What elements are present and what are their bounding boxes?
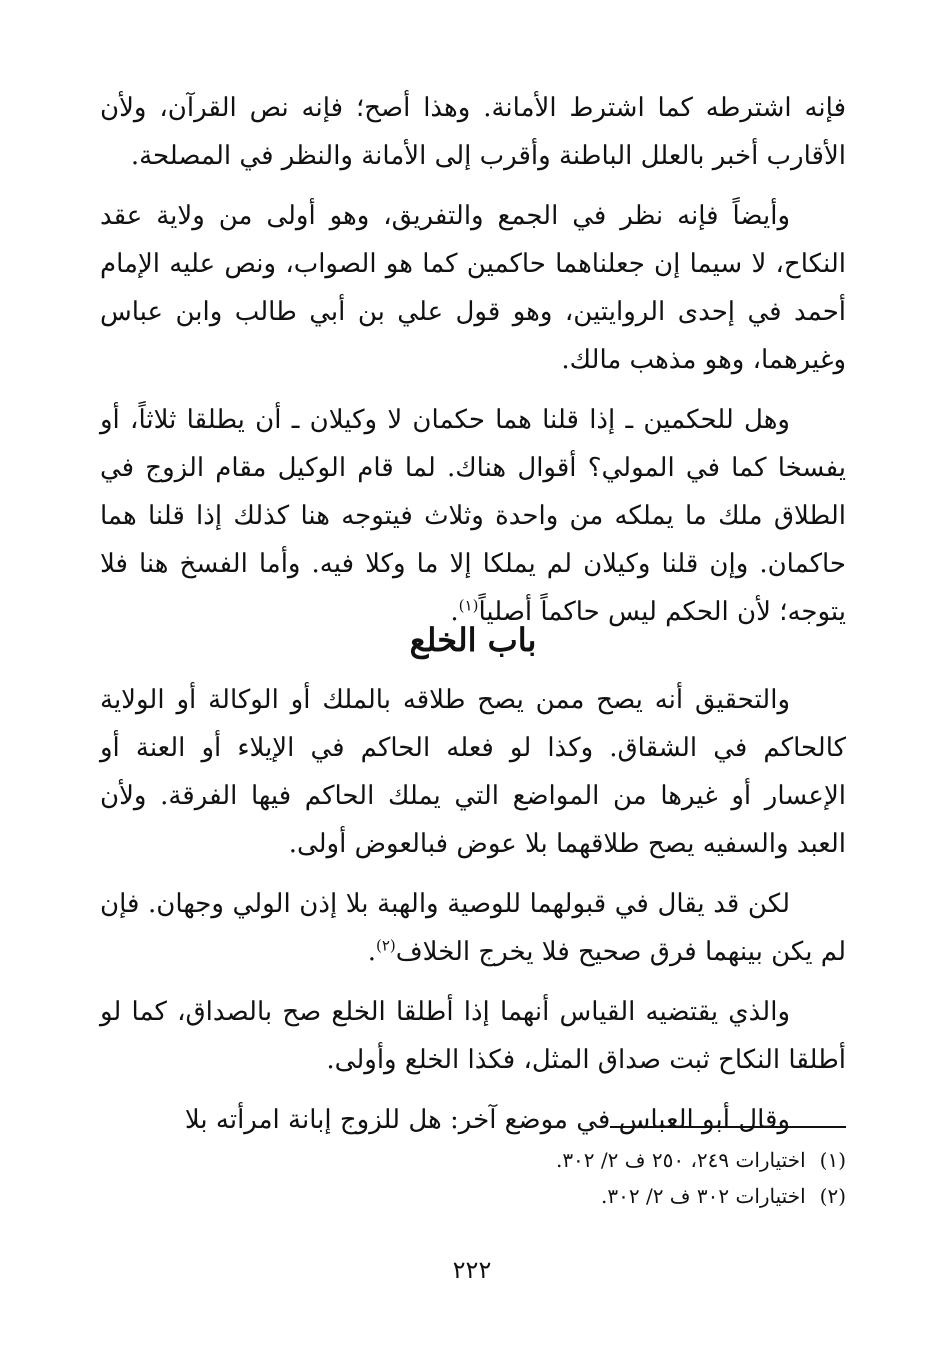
footnote-1-text: اختيارات ٢٤٩، ٢٥٠ ف ٢/ ٣٠٢.: [555, 1148, 806, 1172]
paragraph-2: [100, 192, 846, 384]
paragraph-4-text: والتحقيق أنه يصح ممن يصح طلاقه بالملك أو الوكالة أو الولاية كالحاكم في الشقاق. وكذا لو فعله الحاكم في الإيلاء أو العنة أو الإعسار أو غيرها من المواضع التي يملك الحاكم فيها الفرقة. ولأن العبد والسفيه يصح طلاقهما بلا عوض فبالعوض أولى.: [100, 685, 846, 859]
paragraph-3: [100, 396, 846, 636]
paragraph-6: [100, 988, 846, 1084]
footnote-separator: [610, 1126, 846, 1128]
paragraph-1-text: فإنه اشترطه كما اشترط الأمانة. وهذا أصح؛ فإنه نص القرآن، ولأن الأقارب أخبر بالعلل الباطنة وأقرب إلى الأمانة والنظر في المصلحة.: [100, 93, 846, 171]
footnote-1-number: (١): [819, 1148, 846, 1172]
paragraph-7: [100, 1096, 846, 1144]
footnote-1: [100, 1142, 846, 1178]
paragraph-3-text: وهل للحكمين ـ إذا قلنا هما حكمان لا وكيلان ـ أن يطلقا ثلاثاً، أو يفسخا كما في المولي؟ أقوال هناك. لما قام الوكيل مقام الزوج في الطلاق ملك ما يملكه من واحدة وثلاث فيتوجه هنا كذلك إذا قلنا هما حاكمان. وإن قلنا وكيلان لم يملكا إلا ما وكلا فيه. وأما الفسخ هنا فلا يتوجه؛ لأن الحكم ليس حاكماً أصلياً: [100, 405, 846, 627]
page-number: ٢٢٢: [452, 1256, 492, 1284]
section-text-block: [100, 676, 846, 1156]
footnote-2: [100, 1178, 846, 1214]
paragraph-1: [100, 84, 846, 180]
section-title: باب الخلع: [409, 621, 537, 659]
paragraph-4: [100, 676, 846, 868]
footnote-ref-2[interactable]: (٢): [375, 936, 396, 955]
paragraph-6-text: والذي يقتضيه القياس أنهما إذا أطلقا الخلع صح بالصداق، كما لو أطلقا النكاح ثبت صداق المثل، فكذا الخلع وأولى.: [100, 997, 846, 1075]
paragraph-7-text: وقال أبو العباس في موضع آخر: هل للزوج إبانة امرأته بلا: [184, 1105, 790, 1135]
footnote-2-text: اختيارات ٣٠٢ ف ٢/ ٣٠٢.: [601, 1184, 806, 1208]
paragraph-3-end: .: [450, 597, 459, 627]
footnote-ref-1[interactable]: (١): [458, 596, 479, 615]
footnotes: [100, 1142, 846, 1214]
paragraph-5-text: لكن قد يقال في قبولهما للوصية والهبة بلا إذن الولي وجهان. فإن لم يكن بينهما فرق صحيح فلا يخرج الخلاف: [100, 889, 846, 967]
paragraph-2-text: وأيضاً فإنه نظر في الجمع والتفريق، وهو أولى من ولاية عقد النكاح، لا سيما إن جعلناهما حاكمين كما هو الصواب، ونص عليه الإمام أحمد في إحدى الروايتين، وهو قول علي بن أبي طالب وابن عباس وغيرهما، وهو مذهب مالك.: [100, 201, 846, 375]
paragraph-5: [100, 880, 846, 976]
footnote-2-number: (٢): [819, 1184, 846, 1208]
paragraph-5-end: .: [367, 937, 376, 967]
top-text-block: [100, 84, 846, 648]
